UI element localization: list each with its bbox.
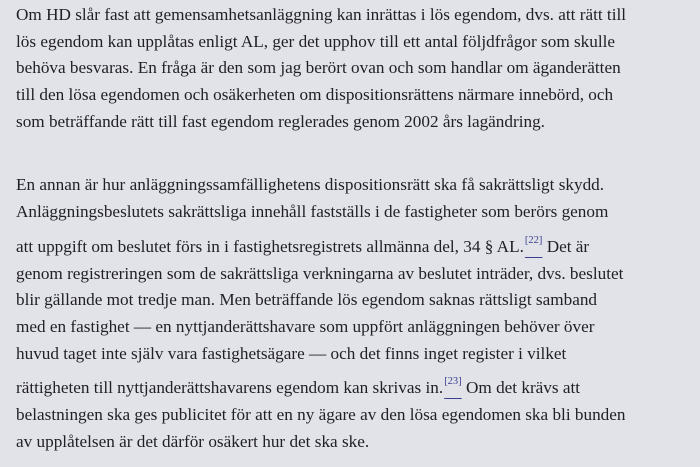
paragraph-2 [16, 172, 696, 455]
text-line: En annan är hur anläggningssamfällighetens dispositionsrätt ska få sakrättsligt skydd. [16, 175, 605, 195]
line-text: Det är [542, 236, 590, 256]
text-line: som beträffande rätt till fast egendom reglerades genom 2002 års lagändring. [16, 111, 545, 131]
line-text: rättigheten till nyttjanderättshavarens egendom kan skrivas in. [16, 378, 444, 398]
text-line: till den lösa egendomen och osäkerheten om dispositionsrättens närmare innebörd, och [16, 85, 614, 105]
text-line [16, 226, 696, 261]
text-line: behöva besvaras. En fråga är den som jag berört ovan och som handlar om äganderätten [16, 58, 621, 78]
text-line: av upplåtelsen är det därför osäkert hur det ska ske. [16, 431, 370, 451]
footnote-link-23[interactable]: [23] [444, 376, 462, 388]
text-line: belastningen ska ges publicitet för att en ny ägare av den lösa egendomen ska bli bunden [16, 404, 626, 424]
text-line: Anläggningsbeslutets sakrättsliga innehåll fastställs i de fastigheter som berörs genom [16, 202, 609, 222]
footnote-link-22[interactable]: [22] [524, 234, 543, 246]
text-line: blir gällande mot tredje man. Men beträffande lös egendom saknas rättsligt samband [16, 290, 598, 310]
text-line [16, 367, 696, 402]
line-text: Om det krävs att [461, 378, 581, 398]
text-line: huvud taget inte själv vara fastighetsägare — och det finns inget register i vilket [16, 343, 567, 363]
text-line: genom registreringen som de sakrättsliga verkningarna av beslutet inträder, dvs. beslutet [16, 263, 624, 283]
paragraph-1 [16, 2, 696, 135]
text-line: lös egendom kan upplåtas enligt AL, ger det upphov till ett antal följdfrågor som skulle [16, 31, 616, 51]
line-text: att uppgift om beslutet förs in i fastighetsregistrets allmänna del, 34 § AL. [16, 236, 524, 256]
document-body [16, 2, 696, 455]
text-line: Om HD slår fast att gemensamhetsanläggning kan inrättas i lös egendom, dvs. att rätt till [16, 5, 627, 24]
text-line: med en fastighet — en nyttjanderättshavare som uppfört anläggningen behöver över [16, 316, 595, 336]
